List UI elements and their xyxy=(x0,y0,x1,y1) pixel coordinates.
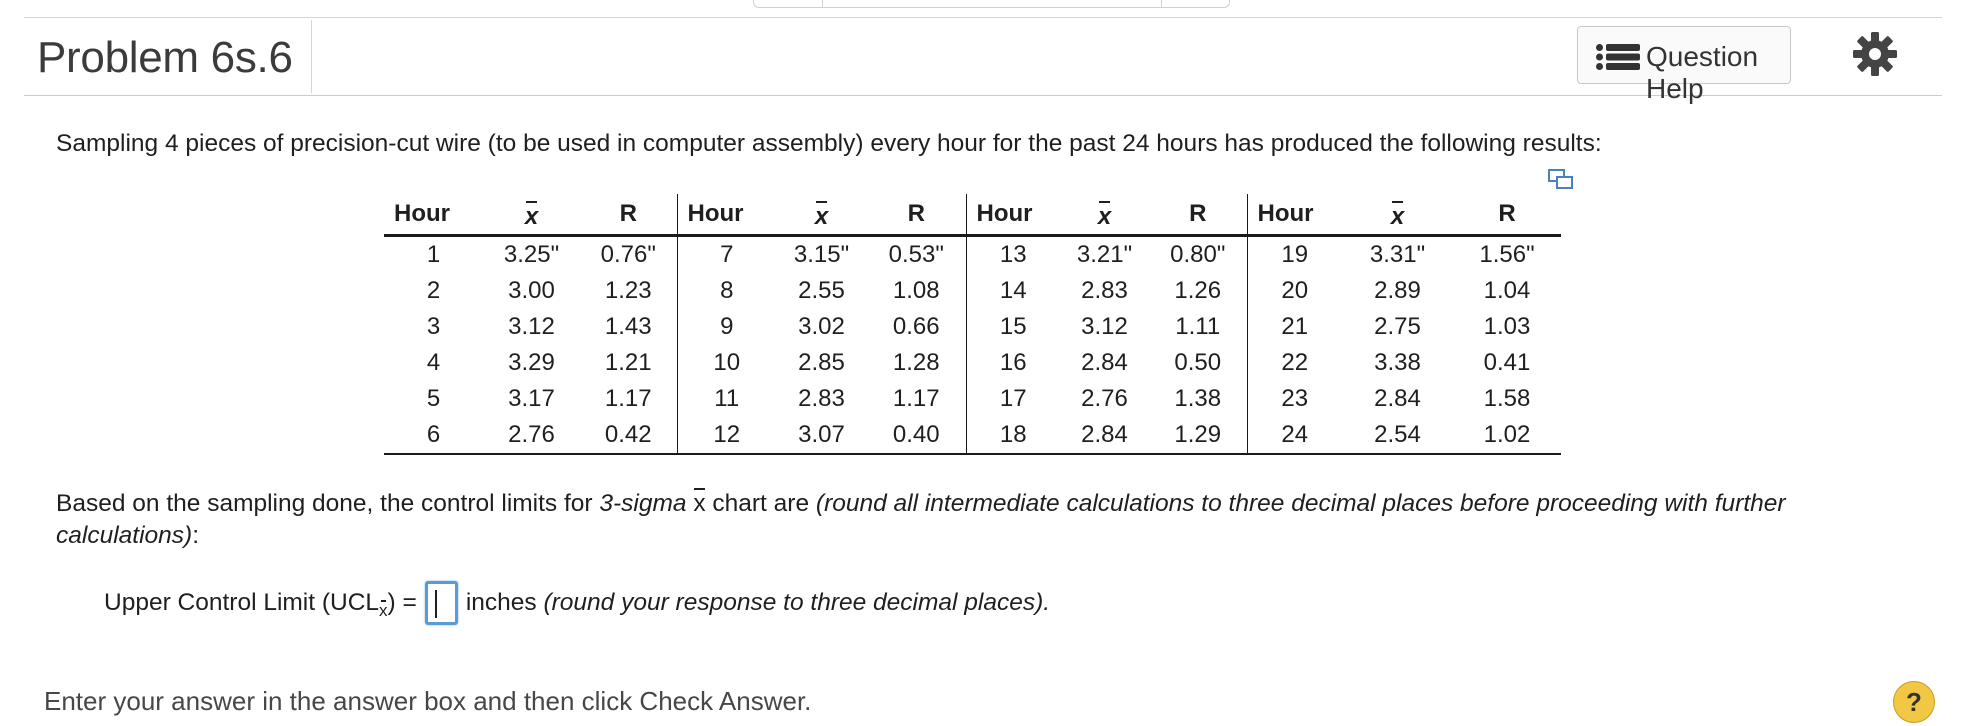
col-header-hour: Hour xyxy=(384,194,483,236)
hour-cell: 11 xyxy=(677,381,776,417)
table-row xyxy=(384,236,1561,274)
question-help-label: Question Help xyxy=(1646,41,1759,104)
xbar-cell: 3.07 xyxy=(776,417,867,454)
problem-intro: Sampling 4 pieces of precision-cut wire (to be used in computer assembly) every hour for the past 24 hours has produced the following results: xyxy=(56,130,1602,157)
top-tab-handle[interactable] xyxy=(753,0,1230,8)
col-header-r: R xyxy=(1453,194,1561,236)
xbar-cell: 3.12 xyxy=(508,313,555,340)
col-header-hour: Hour xyxy=(966,194,1060,236)
table-header-row xyxy=(384,194,1561,236)
xbar-cell: 3.02 xyxy=(798,313,845,340)
xbar-cell: 3.15" xyxy=(793,241,850,268)
r-cell: 1.17 xyxy=(604,385,652,412)
hour-cell: 18 xyxy=(966,417,1060,454)
r-cell: 1.58 xyxy=(1483,385,1531,412)
question-part1: Based on the sampling done, the control limits for xyxy=(56,490,600,517)
hour-cell: 14 xyxy=(966,273,1060,309)
hour-cell: 20 xyxy=(1247,273,1342,309)
r-cell: 1.26 xyxy=(1174,277,1222,304)
xbar-cell: 2.84 xyxy=(1374,385,1421,412)
ucl-unit: inches xyxy=(465,589,537,616)
table-row xyxy=(384,345,1561,381)
title-divider xyxy=(311,20,312,93)
ucl-label: Upper Control Limit (UCL xyxy=(104,589,380,616)
xbar-symbol: x xyxy=(693,490,706,517)
col-header-xbar: x xyxy=(1060,194,1149,236)
xbar-cell: 2.84 xyxy=(1081,349,1128,376)
xbar-cell: 2.84 xyxy=(1060,417,1149,454)
col-header-hour: Hour xyxy=(1247,194,1342,236)
hour-cell: 10 xyxy=(677,345,776,381)
question-sigma: 3-sigma xyxy=(599,490,687,517)
hour-cell: 22 xyxy=(1247,345,1342,381)
r-cell: 0.41 xyxy=(1483,349,1531,376)
sampling-data-table xyxy=(384,194,1561,455)
hour-cell: 7 xyxy=(677,236,776,274)
expand-table-icon[interactable] xyxy=(1548,169,1574,189)
r-cell: 0.76" xyxy=(600,241,656,268)
ucl-subscript: x xyxy=(379,601,388,620)
r-cell: 1.17 xyxy=(892,385,940,412)
xbar-cell: 3.31" xyxy=(1369,241,1426,268)
question-text: Based on the sampling done, the control limits for 3-sigma x chart are (round all intermediate calculations to three decimal places before proceeding with further calculations): xyxy=(56,490,1786,549)
hour-cell: 24 xyxy=(1247,417,1342,454)
hour-cell: 21 xyxy=(1247,309,1342,345)
hour-cell: 1 xyxy=(426,241,441,268)
col-header-r: R xyxy=(867,194,966,236)
hour-cell: 19 xyxy=(1247,236,1342,274)
hour-cell: 8 xyxy=(677,273,776,309)
xbar-cell: 2.76 xyxy=(1081,385,1128,412)
header xyxy=(24,18,1942,104)
xbar-cell: 2.85 xyxy=(798,349,845,376)
table-row xyxy=(384,417,1561,454)
r-cell: 0.50 xyxy=(1174,349,1222,376)
hour-cell: 4 xyxy=(426,349,441,376)
col-header-r: R xyxy=(580,194,677,236)
hour-cell: 13 xyxy=(966,236,1060,274)
col-header-hour: Hour xyxy=(677,194,776,236)
hour-cell: 16 xyxy=(966,345,1060,381)
table-row xyxy=(384,381,1561,417)
hour-cell: 2 xyxy=(426,277,441,304)
hour-cell: 6 xyxy=(384,417,483,454)
col-header-xbar: x xyxy=(776,194,867,236)
xbar-cell: 3.21" xyxy=(1076,241,1133,268)
xbar-cell: 3.17 xyxy=(508,385,555,412)
r-cell: 1.28 xyxy=(892,349,940,376)
col-header-r: R xyxy=(1149,194,1247,236)
question-instruction: (round all intermediate calculations to three decimal places before proceeding with further calculations) xyxy=(56,490,1786,549)
r-cell: 0.53" xyxy=(888,241,944,268)
page-title: Problem 6s.6 xyxy=(37,33,293,82)
help-question-icon[interactable]: ? xyxy=(1893,681,1935,723)
xbar-cell: 2.83 xyxy=(798,385,845,412)
table-row xyxy=(384,273,1561,309)
table-row xyxy=(384,309,1561,345)
xbar-cell: 2.75 xyxy=(1374,313,1421,340)
top-tab-divider xyxy=(822,0,823,7)
r-cell: 1.04 xyxy=(1483,277,1531,304)
r-cell: 1.29 xyxy=(1149,417,1247,454)
xbar-cell: 3.25" xyxy=(503,241,560,268)
r-cell: 1.56" xyxy=(1479,241,1535,268)
xbar-cell: 2.55 xyxy=(798,277,845,304)
r-cell: 1.21 xyxy=(604,349,652,376)
r-cell: 0.40 xyxy=(867,417,966,454)
hour-cell: 12 xyxy=(677,417,776,454)
xbar-cell: 3.38 xyxy=(1374,349,1421,376)
hour-cell: 17 xyxy=(966,381,1060,417)
r-cell: 1.03 xyxy=(1483,313,1531,340)
r-cell: 1.11 xyxy=(1175,313,1221,340)
xbar-cell: 2.83 xyxy=(1081,277,1128,304)
r-cell: 0.42 xyxy=(580,417,677,454)
xbar-cell: 3.00 xyxy=(508,277,555,304)
ucl-round-note: (round your response to three decimal places). xyxy=(543,589,1051,616)
hour-cell: 3 xyxy=(426,313,441,340)
col-header-xbar: x xyxy=(1342,194,1453,236)
xbar-cell: 2.89 xyxy=(1374,277,1421,304)
r-cell: 1.23 xyxy=(604,277,652,304)
question-help-button[interactable] xyxy=(1577,26,1791,104)
r-cell: 0.66 xyxy=(892,313,940,340)
hour-cell: 5 xyxy=(426,385,441,412)
top-tab-divider xyxy=(1161,0,1162,7)
r-cell: 1.43 xyxy=(604,313,652,340)
r-cell: 1.08 xyxy=(892,277,940,304)
xbar-cell: 3.12 xyxy=(1081,313,1128,340)
hour-cell: 15 xyxy=(966,309,1060,345)
hour-cell: 9 xyxy=(677,309,776,345)
gear-icon[interactable] xyxy=(1852,31,1898,77)
col-header-xbar: x xyxy=(483,194,580,236)
r-cell: 1.02 xyxy=(1453,417,1561,454)
question-part2: chart are xyxy=(705,490,816,517)
xbar-cell: 3.29 xyxy=(508,349,555,376)
list-icon xyxy=(1596,44,1640,70)
r-cell: 1.38 xyxy=(1174,385,1222,412)
xbar-cell: 2.54 xyxy=(1342,417,1453,454)
ucl-label-end: ) = xyxy=(387,589,417,616)
xbar-cell: 2.76 xyxy=(483,417,580,454)
ucl-answer-input[interactable] xyxy=(425,581,458,625)
hour-cell: 23 xyxy=(1247,381,1342,417)
ucl-row xyxy=(104,581,1050,625)
r-cell: 0.80" xyxy=(1170,241,1226,268)
footer-instructions: Enter your answer in the answer box and then click Check Answer. xyxy=(44,686,812,716)
text-caret xyxy=(435,590,437,618)
